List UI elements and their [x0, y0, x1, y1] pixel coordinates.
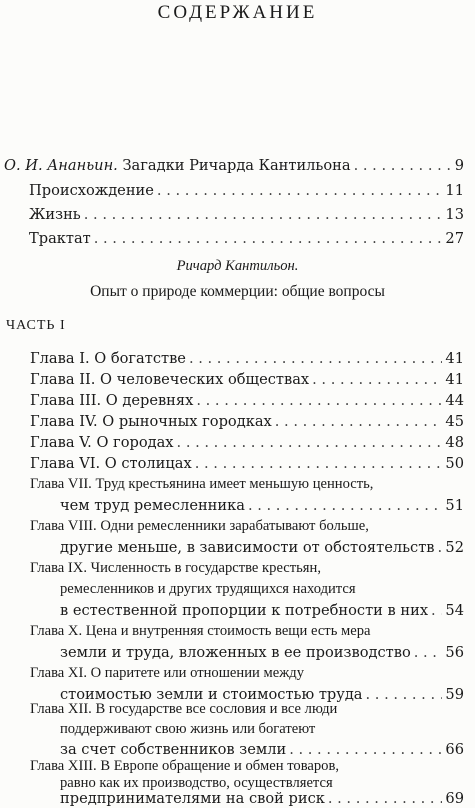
- toc-entry-chapter: [30, 392, 464, 409]
- page-number: 66: [445, 741, 464, 758]
- book-author: Ричард Кантильон.: [176, 258, 299, 274]
- page-number: 52: [445, 539, 464, 556]
- toc-entry-text: Глава III. О деревнях: [30, 392, 194, 409]
- toc-entry-chapter-line: поддерживают свою жизнь или богатеют: [60, 721, 316, 737]
- page-number: 56: [445, 644, 464, 661]
- page-number: 59: [445, 686, 464, 703]
- toc-entry-chapter-line: Глава VIII. Одни ремесленники зарабатывают больше,: [30, 518, 369, 534]
- toc-subentry: [29, 206, 464, 223]
- toc-entry-chapter: [60, 741, 464, 758]
- dot-leader: [414, 644, 443, 661]
- dot-leader: [157, 182, 443, 199]
- toc-entry-text: Глава VI. О столицах: [30, 455, 192, 472]
- dot-leader: [289, 741, 442, 758]
- toc-entry-text: Глава I. О богатстве: [30, 350, 186, 367]
- dot-leader: [94, 230, 443, 247]
- dot-leader: [248, 497, 442, 514]
- toc-entry-chapter: [60, 644, 464, 661]
- toc-entry-text: Глава IV. О рыночных городках: [30, 413, 272, 430]
- toc-entry-chapter-line: Глава XI. О паритете или отношении между: [30, 665, 305, 681]
- toc-entry-text: стоимостью земли и стоимостью труда: [60, 686, 363, 703]
- toc-entry-text: чем труд ремесленника: [60, 497, 245, 514]
- toc-entry-text: предпринимателями на свой риск: [60, 790, 325, 807]
- book-title: Опыт о природе коммерции: общие вопросы: [90, 283, 385, 300]
- dot-leader: [177, 434, 443, 451]
- page-number: 9: [454, 157, 464, 174]
- page-number: 27: [445, 230, 464, 247]
- toc-entry-chapter: [60, 497, 464, 514]
- page-number: 11: [445, 182, 464, 199]
- dot-leader: [189, 350, 442, 367]
- toc-entry-chapter: [60, 790, 464, 807]
- toc-subentry: [29, 182, 464, 199]
- dot-leader: [431, 602, 442, 619]
- toc-entry-text: [4, 157, 351, 174]
- toc-entry-chapter-line: Глава XIII. В Европе обращение и обмен товаров,: [30, 758, 340, 774]
- toc-entry-chapter: [30, 350, 464, 367]
- dot-leader: [438, 539, 443, 556]
- toc-entry-chapter-line: Глава VII. Труд крестьянина имеет меньшую ценность,: [30, 476, 374, 492]
- toc-entry-chapter: [30, 413, 464, 430]
- dot-leader: [275, 413, 443, 430]
- dot-leader: [195, 455, 443, 472]
- toc-entry-text: за счет собственников земли: [60, 741, 287, 758]
- toc-entry-chapter-line: Глава X. Цена и внутренняя стоимость вещи есть мера: [30, 623, 371, 639]
- dot-leader: [354, 157, 452, 174]
- page-title: СОДЕРЖАНИЕ: [157, 2, 318, 23]
- dot-leader: [312, 371, 442, 388]
- toc-entry-text: Жизнь: [29, 206, 81, 223]
- toc-entry-text: Происхождение: [29, 182, 154, 199]
- toc-subentry: [29, 230, 464, 247]
- toc-entry-chapter-line: равно как их производство, осуществляется: [60, 775, 333, 791]
- toc-entry-text: Трактат: [29, 230, 91, 247]
- page-number: 69: [445, 790, 464, 807]
- dot-leader: [84, 206, 443, 223]
- part-label: ЧАСТЬ I: [6, 318, 66, 333]
- page-number: 41: [445, 371, 464, 388]
- toc-entry-chapter: [60, 539, 464, 556]
- toc-entry-chapter: [30, 434, 464, 451]
- dot-leader: [196, 392, 442, 409]
- toc-entry-text: Глава II. О человеческих обществах: [30, 371, 310, 388]
- dot-leader: [328, 790, 443, 807]
- toc-entry-intro: [4, 157, 464, 174]
- toc-entry-chapter-line: Глава XII. В государстве все сословия и все люди: [30, 701, 338, 717]
- page-number: 54: [445, 602, 464, 619]
- page-number: 41: [445, 350, 464, 367]
- toc-entry-chapter: [30, 455, 464, 472]
- toc-entry-chapter: [30, 371, 464, 388]
- page-number: 48: [445, 434, 464, 451]
- page-number: 50: [445, 455, 464, 472]
- page-number: 13: [445, 206, 464, 223]
- page-number: 45: [445, 413, 464, 430]
- intro-title: Загадки Ричарда Кантильона: [122, 157, 351, 174]
- toc-entry-text: Глава V. О городах: [30, 434, 174, 451]
- dot-leader: [366, 686, 443, 703]
- toc-entry-text: в естественной пропорции к потребности в них: [60, 602, 429, 619]
- toc-entry-text: земли и труда, вложенных в ее производство: [60, 644, 411, 661]
- toc-entry-text: другие меньше, в зависимости от обстоятельств: [60, 539, 435, 556]
- page-number: 51: [445, 497, 464, 514]
- intro-author: О. И. Ананьин.: [4, 157, 118, 174]
- toc-entry-chapter: [60, 602, 464, 619]
- toc-entry-chapter-line: Глава IX. Численность в государстве крестьян,: [30, 560, 321, 576]
- page-number: 44: [445, 392, 464, 409]
- toc-entry-chapter-line: ремесленников и других трудящихся находится: [60, 581, 356, 597]
